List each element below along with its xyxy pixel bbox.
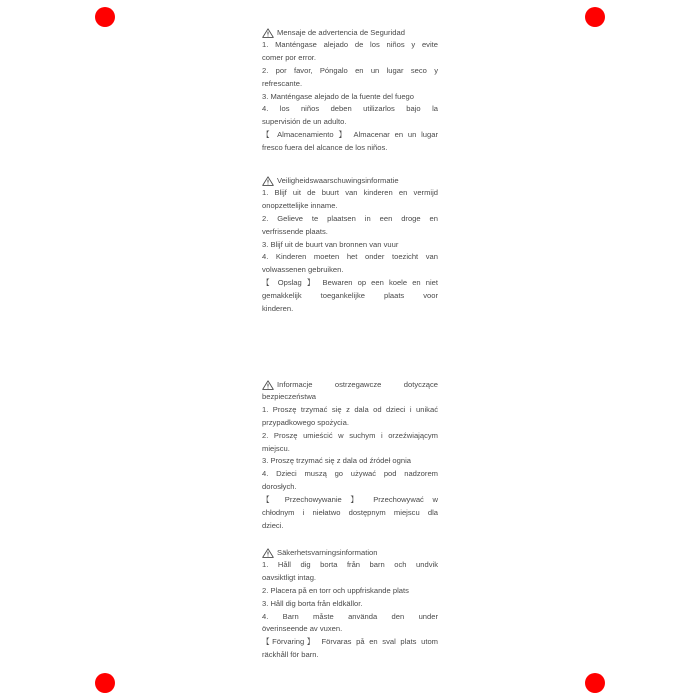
text-line: 【 Opslag 】 Bewaren op een koele en niet (262, 278, 438, 288)
text-line: 3. Blijf uit de buurt van bronnen van vuur (262, 239, 399, 249)
text-line: 【Förvaring】 Förvaras på en sval plats utom (262, 637, 438, 647)
section-title (262, 27, 438, 39)
text-line: chłodnym i niełatwo dostępnym miejscu dla (262, 508, 438, 518)
text-line: 2. Proszę umieścić w suchym i orzeźwiającym (262, 430, 438, 440)
section-title (262, 379, 438, 391)
text-line: 3. Manténgase alejado de la fuente del fuego (262, 91, 414, 101)
registration-dot-bottom-left (95, 673, 115, 693)
warning-triangle-icon (262, 380, 274, 390)
section-dutch (262, 175, 438, 316)
section-title-text: Informacje ostrzegawcze dotyczące (277, 380, 438, 389)
text-line: 2. Gelieve te plaatsen in een droge en (262, 213, 438, 223)
warning-triangle-icon (262, 548, 274, 558)
text-line: comer por error. (262, 52, 317, 62)
text-line: 4. Kinderen moeten het onder toezicht van (262, 252, 438, 262)
text-line: miejscu. (262, 443, 290, 453)
text-line: 4. los niños deben utilizarlos bajo la (262, 104, 438, 114)
text-line: dzieci. (262, 520, 284, 530)
text-line: överinseende av vuxen. (262, 624, 343, 634)
text-line: refrescante. (262, 78, 303, 88)
warning-triangle-icon (262, 28, 274, 38)
text-line: 3. Håll dig borta från eldkällor. (262, 598, 363, 608)
section-swedish (262, 547, 438, 662)
text-line: 4. Dzieci muszą go używać pod nadzorem (262, 469, 438, 479)
text-line: volwassenen gebruiken. (262, 265, 344, 275)
text-line: oavsiktligt intag. (262, 572, 317, 582)
text-line: fresco fuera del alcance de los niños. (262, 143, 388, 153)
text-line: 【 Przechowywanie 】 Przechowywać w (262, 495, 438, 505)
text-line: gemakkelijk toegankelijke plaats voor (262, 291, 438, 301)
section-title (262, 547, 438, 559)
text-line: 3. Proszę trzymać się z dala od źródeł ognia (262, 456, 411, 466)
section-title-text: Säkerhetsvarningsinformation (277, 548, 378, 557)
warning-triangle-icon (262, 176, 274, 186)
text-line: 1. Manténgase alejado de los niños y evite (262, 40, 438, 49)
section-title (262, 175, 438, 187)
text-line: verfrissende plaats. (262, 226, 328, 236)
text-line: 4. Barn måste använda den under (262, 611, 438, 621)
section-title-text: Mensaje de advertencia de Seguridad (277, 28, 405, 37)
text-line: 2. por favor, Póngalo en un lugar seco y (262, 65, 438, 75)
registration-dot-top-right (585, 7, 605, 27)
text-line: supervisión de un adulto. (262, 117, 347, 127)
text-line: 【 Almacenamiento 】 Almacenar en un lugar (262, 130, 438, 140)
text-line: 1. Proszę trzymać się z dala od dzieci i unikać (262, 404, 438, 414)
text-line: przypadkowego spożycia. (262, 417, 349, 427)
registration-dot-bottom-right (585, 673, 605, 693)
text-line: 1. Blijf uit de buurt van kinderen en vermijd (262, 188, 438, 197)
section-polish (262, 379, 438, 533)
section-spanish (262, 27, 438, 155)
text-line: 2. Placera på en torr och uppfriskande plats (262, 585, 409, 595)
text-line: kinderen. (262, 304, 294, 314)
section-title-text: bezpieczeństwa (262, 392, 317, 401)
registration-dot-top-left (95, 7, 115, 27)
text-line: onopzettelijke inname. (262, 200, 338, 210)
text-line: räckhåll för barn. (262, 650, 319, 660)
section-title-text: Veiligheidswaarschuwingsinformatie (277, 176, 399, 185)
safety-label-sheet (262, 27, 438, 667)
text-line: dorosłych. (262, 482, 297, 492)
text-line: 1. Håll dig borta från barn och undvik (262, 560, 438, 569)
